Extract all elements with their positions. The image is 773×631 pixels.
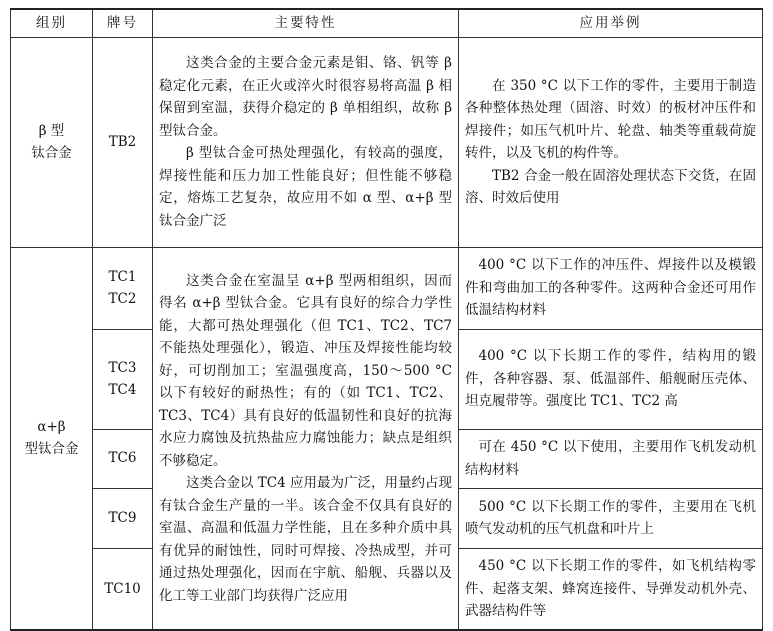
- table-row-tc1-tc2: [11, 247, 763, 329]
- application-text: 400 °C 以下长期工作的零件，结构用的锻件，各种容器、泵、低温部件、船舰耐压壳体、坦克履带等。强度比 TC1、TC2 高: [465, 348, 756, 410]
- characteristics-paragraph: 这类合金的主要合金元素是钼、铬、钒等 β 稳定化元素，在正火或淬火时很容易将高温 β 相保留到室温，获得介稳定的 β 单相组织，故称 β 型钛合金。: [159, 55, 452, 139]
- grade-line: TC3: [108, 359, 137, 376]
- grade-cell-tc6: [93, 429, 153, 488]
- group-label-line: 钛合金: [31, 145, 72, 161]
- characteristics-paragraph: 这类合金在室温呈 α+β 型两相组织，因而得名 α+β 型钛合金。它具有良好的综合力学性能，大都可热处理强化（但 TC1、TC2、TC7 不能热处理强化），锻造、冲压及焊接性能均较好，可切削加工；室温强度高，150～500 °C 以下有较好的耐热性；有的（如 TC1、TC2、TC3、TC4）具有良好的低温韧性和良好的抗海水应力腐蚀及抗热盐应力腐蚀能力；缺点是组织不够稳定。: [159, 272, 452, 469]
- header-characteristics: 主要特性: [153, 9, 459, 37]
- grade-line: TC10: [104, 580, 141, 597]
- application-text: 可在 450 °C 以下使用，主要用作飞机发动机结构材料: [465, 439, 756, 478]
- grade-line: TC2: [108, 291, 137, 307]
- titanium-alloy-table: [10, 8, 763, 631]
- group-label-line: β 型: [38, 122, 65, 139]
- table-row-beta: [11, 37, 763, 247]
- application-text: 400 °C 以下工作的冲压件、焊接件以及模锻件和弯曲加工的各种零件。这两种合金还可用作低温结构材料: [465, 257, 756, 319]
- grade-cell-tc1-tc2: [93, 247, 153, 329]
- characteristics-cell-alpha-beta: [153, 247, 459, 630]
- grade-cell-tb2: TB2: [93, 37, 153, 247]
- application-cell-tc3-tc4: [459, 329, 763, 429]
- application-cell-tc9: [459, 488, 763, 548]
- application-paragraph: 在 350 °C 以下工作的零件，主要用于制造各种整体热处理（固溶、时效）的板材冲压件和焊接件；如压气机叶片、轮盘、轴类等重载荷旋转件，以及飞机的构件等。: [465, 77, 756, 161]
- grade-cell-tc10: [93, 548, 153, 630]
- application-text: 450 °C 以下长期工作的零件，如飞机结构零件、起落支架、蜂窝连接件、导弹发动机外壳、武器结构件等: [465, 558, 756, 619]
- applications-cell-beta: [459, 37, 763, 247]
- characteristics-paragraph: β 型钛合金可热处理强化，有较高的强度，焊接性能和压力加工性能良好；但性能不够稳定，熔炼工艺复杂，故应用不如 α 型、α+β 型钛合金广泛: [159, 145, 452, 229]
- grade-line: TC4: [108, 382, 137, 398]
- grade-cell-tc9: [93, 488, 153, 548]
- group-label-line: α+β: [37, 418, 66, 435]
- application-cell-tc1-tc2: [459, 247, 763, 329]
- application-paragraph: TB2 合金一般在固溶处理状态下交货，在固溶、时效后使用: [465, 167, 756, 206]
- header-grade: 牌号: [93, 9, 153, 37]
- header-row: [11, 9, 763, 37]
- group-cell-beta: [11, 37, 93, 247]
- characteristics-cell-beta: [153, 37, 459, 247]
- group-cell-alpha-beta: [11, 247, 93, 630]
- grade-line: TC9: [108, 509, 137, 526]
- application-cell-tc6: [459, 429, 763, 488]
- header-applications: 应用举例: [459, 9, 763, 37]
- characteristics-paragraph: 这类合金以 TC4 应用最为广泛，用量约占现有钛合金生产量的一半。该合金不仅具有良好的室温、高温和低温力学性能，且在多种介质中具有优异的耐蚀性，同时可焊接、冷热成型，并可通过热处理强化，因而在宇航、船舰、兵器以及化工等工业部门均获得广泛应用: [159, 475, 453, 604]
- grade-cell-tc3-tc4: [93, 329, 153, 429]
- application-cell-tc10: [459, 548, 763, 630]
- grade-line: TC1: [108, 268, 137, 285]
- application-text: 500 °C 以下长期工作的零件，主要用在飞机喷气发动机的压气机盘和叶片上: [465, 498, 756, 537]
- group-label-line: 型钛合金: [24, 441, 79, 458]
- grade-line: TC6: [108, 450, 137, 467]
- header-group: 组别: [11, 9, 93, 37]
